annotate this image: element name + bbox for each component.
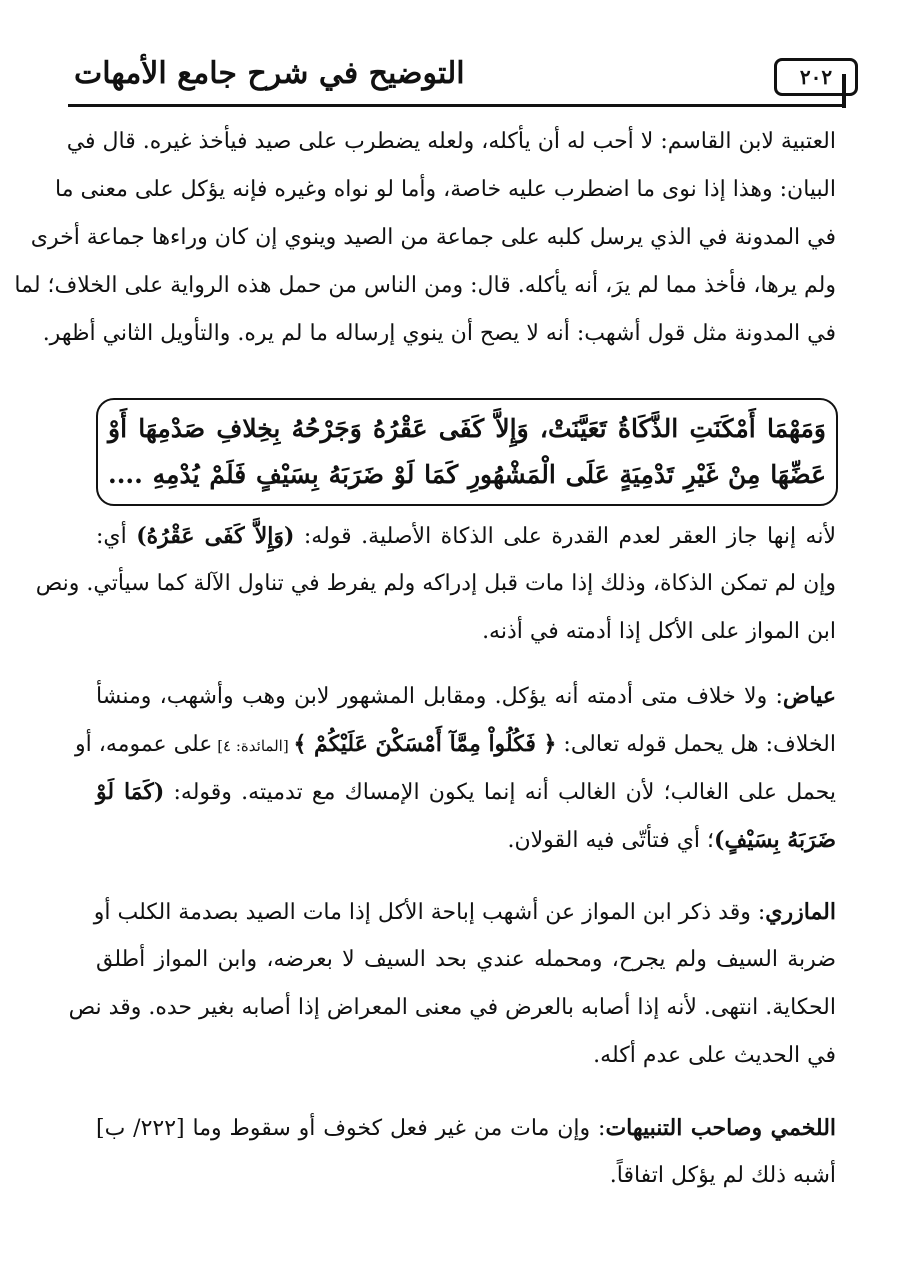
text-line bbox=[96, 512, 836, 560]
page-number: ٢٠٢ bbox=[774, 58, 858, 96]
text-line: ابن المواز على الأكل إذا أدمته في أذنه. bbox=[482, 619, 836, 644]
text-line bbox=[96, 672, 836, 720]
matn-box bbox=[96, 398, 838, 506]
text-segment: يحمل على الغالب؛ لأن الغالب أنه إنما يكون الإمساك مع تدميته. وقوله: bbox=[164, 780, 836, 805]
matn-line: عَضِّهَا مِنْ غَيْرِ تَدْمِيَةٍ عَلَى الْمَشْهُورِ كَمَا لَوْ ضَرَبَهُ بِسَيْفٍ فَلَمْ يُدْمِهِ .... bbox=[108, 460, 826, 489]
matn-quote: ضَرَبَهُ بِسَيْفٍ) bbox=[714, 827, 836, 853]
matn-quote: (كَمَا لَوْ bbox=[96, 779, 165, 805]
text-segment: على عمومه، أو bbox=[75, 732, 213, 757]
running-title: التوضيح في شرح جامع الأمهات bbox=[74, 56, 465, 91]
text-line: ضربة السيف ولم يجرح، ومحمله عندي بحد السيف لا بعرضه، وابن المواز أطلق bbox=[96, 947, 836, 972]
text-segment: : ولا خلاف متى أدمته أنه يؤكل. ومقابل المشهور لابن وهب وأشهب، ومنشأ bbox=[96, 684, 783, 709]
commentary-paragraph-3 bbox=[75, 672, 836, 864]
text-line: وإن لم تمكن الذكاة، وذلك إذا مات قبل إدراكه ولم يفرط في تناول الآلة كما سيأتي. ونص bbox=[35, 571, 836, 596]
header-rule bbox=[68, 104, 846, 107]
commentary-paragraph-5 bbox=[96, 1104, 836, 1200]
text-line: البيان: وهذا إذا نوى ما اضطرب عليه خاصة، وأما لو نواه وغيره فإنه يؤكل على معنى ما bbox=[55, 177, 836, 202]
speaker-name: اللخمي وصاحب التنبيهات bbox=[605, 1115, 837, 1141]
text-line: العتبية لابن القاسم: لا أحب له أن يأكله، ولعله يضطرب على صيد فيأخذ غيره. قال في bbox=[66, 129, 836, 154]
text-segment: الخلاف: هل يحمل قوله تعالى: bbox=[556, 732, 836, 757]
commentary-paragraph-2 bbox=[35, 512, 836, 656]
text-line: ولم يرها، فأخذ مما لم يرَ، أنه يأكله. قال: ومن الناس من حمل هذه الرواية على الخلاف؛ لما bbox=[14, 273, 836, 298]
matn-line: وَمَهْمَا أَمْكَنَتِ الذَّكَاةُ تَعَيَّنَتْ، وَإِلاَّ كَفَى عَقْرُهُ وَجَرْحُهُ بِخِلافِ صَدْمِهَا أَوْ bbox=[108, 414, 826, 443]
text-segment: : وقد ذكر ابن المواز عن أشهب إباحة الأكل إذا مات الصيد بصدمة الكلب أو bbox=[93, 900, 766, 925]
text-line bbox=[96, 768, 836, 816]
text-segment: أي: bbox=[96, 524, 137, 549]
verse-reference: [المائدة: ٤] bbox=[212, 737, 294, 755]
header-rule-end bbox=[842, 74, 846, 108]
text-line bbox=[96, 1104, 836, 1152]
text-segment: ؛ أي فتأتّى فيه القولان. bbox=[507, 828, 715, 853]
text-line bbox=[75, 720, 836, 768]
speaker-name: المازري bbox=[765, 899, 836, 925]
text-line: في المدونة في الذي يرسل كلبه على جماعة من الصيد وينوي إن كان وراءها جماعة أخرى bbox=[30, 225, 836, 250]
commentary-paragraph-4 bbox=[68, 888, 836, 1080]
text-line: في الحديث على عدم أكله. bbox=[593, 1043, 836, 1068]
page-header bbox=[68, 52, 858, 108]
text-line: أشبه ذلك لم يؤكل اتفاقاً. bbox=[609, 1163, 836, 1188]
matn-quote: (وَإِلاَّ كَفَى عَقْرُهُ) bbox=[136, 523, 295, 549]
text-line bbox=[93, 888, 836, 936]
text-line: الحكاية. انتهى. لأنه إذا أصابه بالعرض في معنى المعراض إذا أصابه بغير حده. وقد نص bbox=[68, 995, 836, 1020]
text-line bbox=[96, 816, 836, 864]
text-line: في المدونة مثل قول أشهب: أنه لا يصح أن ينوي إرساله ما لم يره. والتأويل الثاني أظهر. bbox=[42, 321, 836, 346]
commentary-paragraph-1 bbox=[14, 118, 836, 358]
text-segment: لأنه إنها جاز العقر لعدم القدرة على الذكاة الأصلية. قوله: bbox=[294, 524, 836, 549]
speaker-name: عياض bbox=[782, 683, 836, 709]
quran-verse: ﴿ فَكُلُواْ مِمَّآ أَمْسَكْنَ عَلَيْكُمْ ﴾ bbox=[293, 731, 557, 757]
text-segment: : وإن مات من غير فعل كخوف أو سقوط وما [٢٢٢/ ب] bbox=[96, 1116, 606, 1141]
